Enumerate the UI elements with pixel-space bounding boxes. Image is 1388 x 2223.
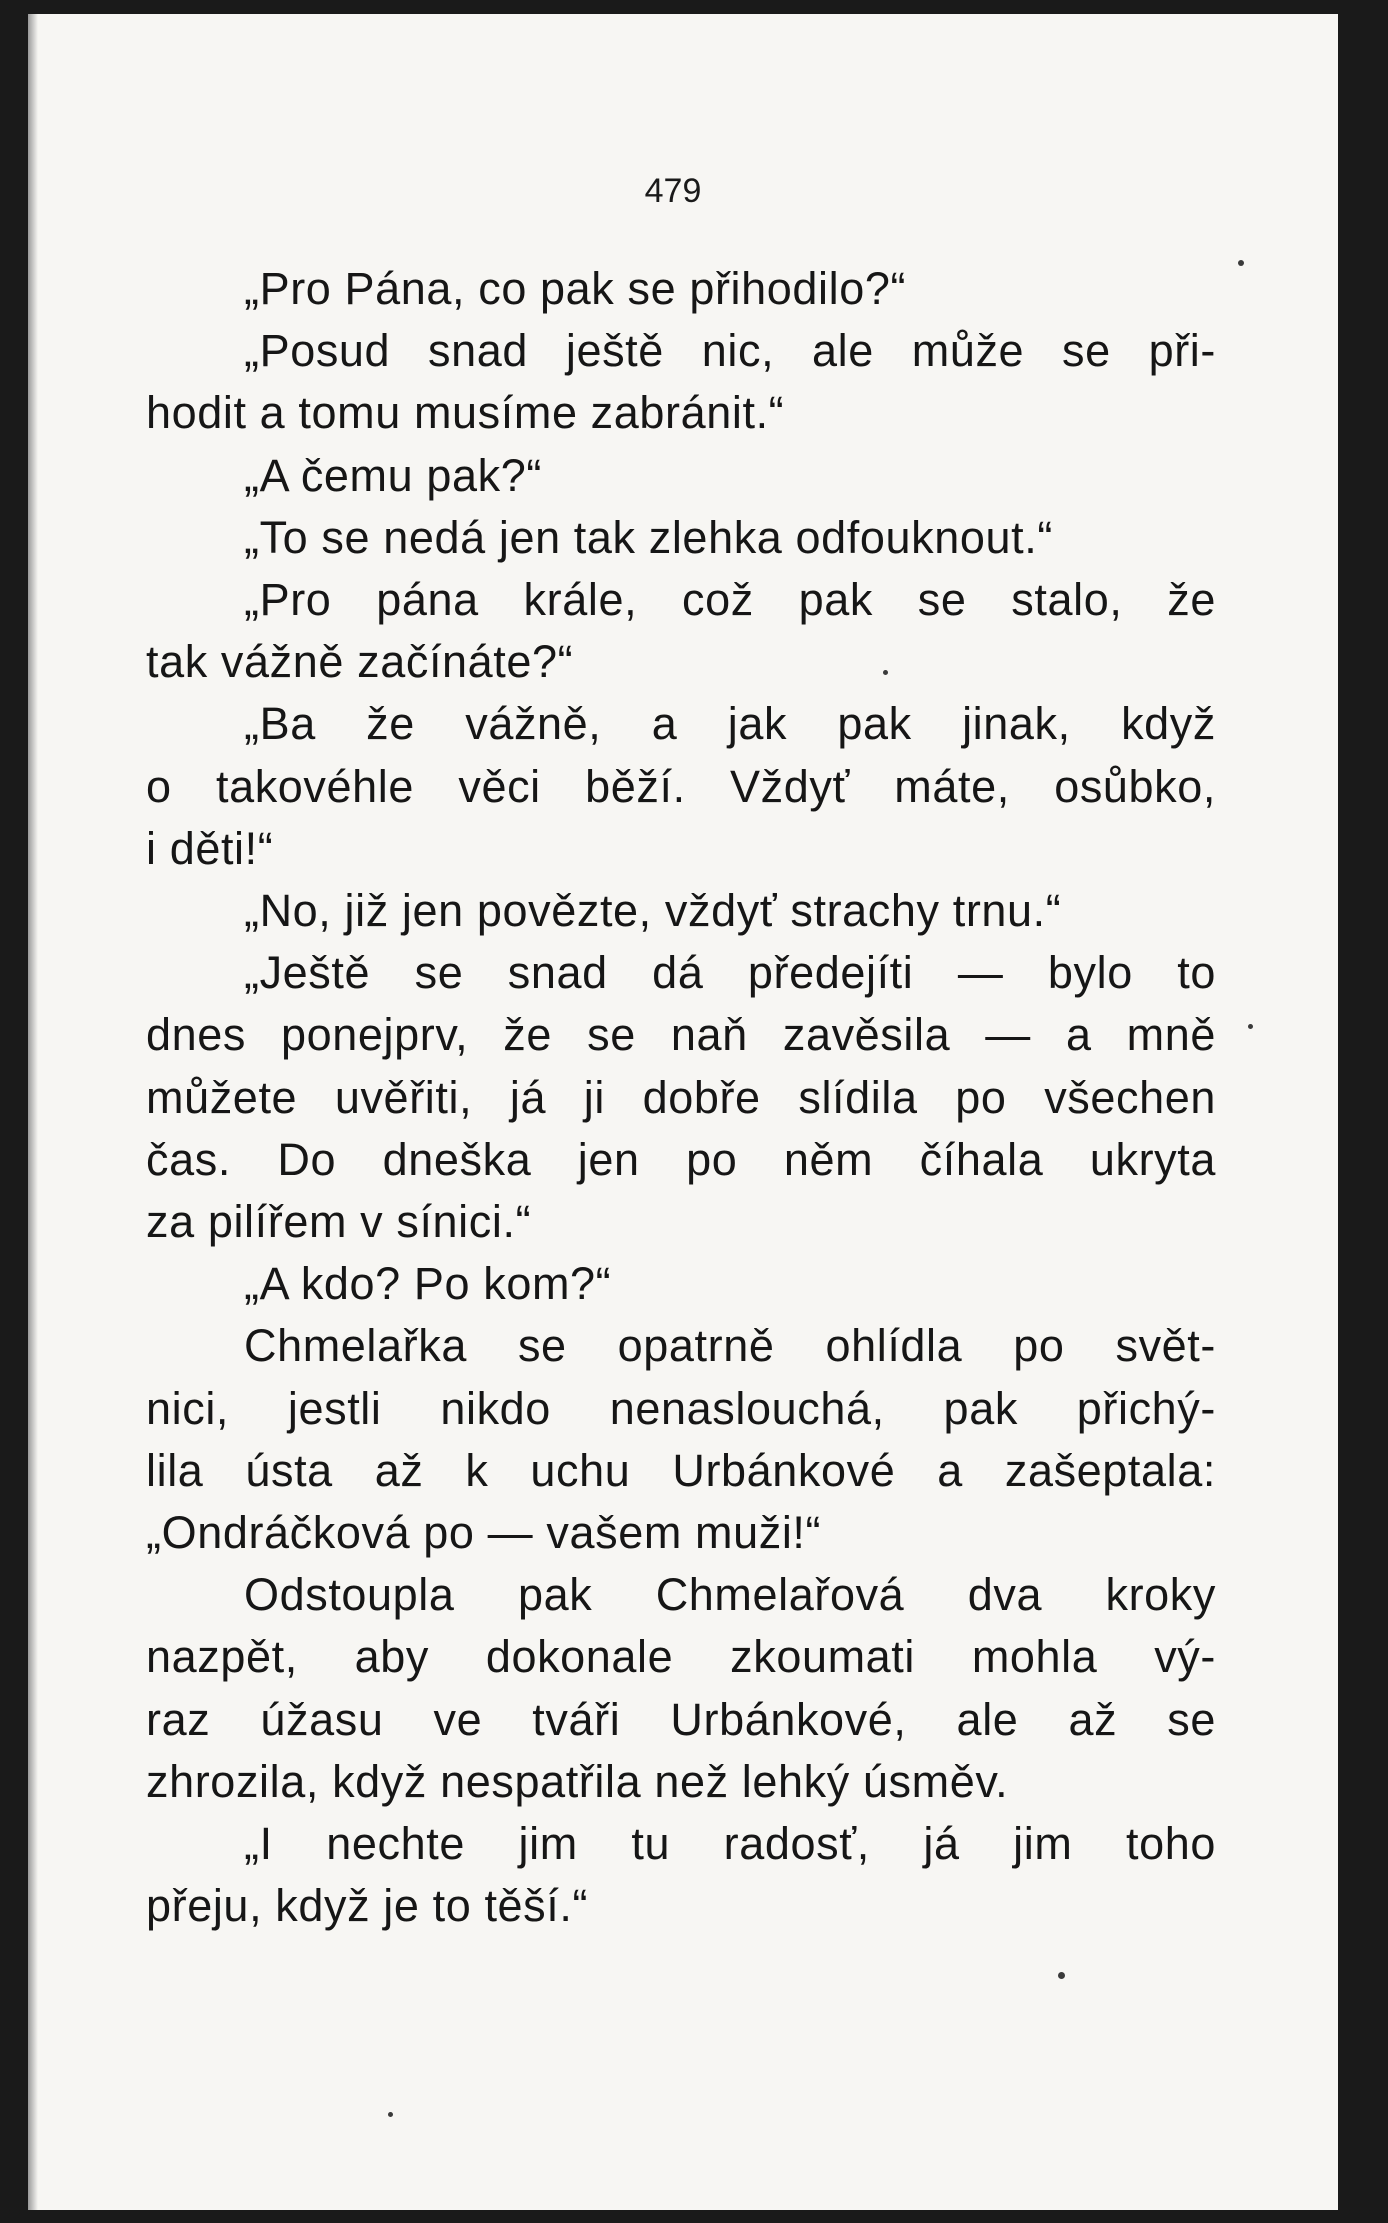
text-line: „Pro pána krále, což pak se stalo, že — [244, 574, 1216, 626]
text-line: „A čemu pak?“ — [244, 449, 542, 501]
text-line: „Ještě se snad dá předejíti — bylo to — [244, 947, 1216, 999]
text-line: „Ondráčková po — vašem muži!“ — [146, 1507, 822, 1559]
text-line: nazpět, aby dokonale zkoumati mohla vý- — [146, 1631, 1216, 1683]
paragraph — [146, 445, 1216, 507]
page-edge-shadow — [28, 14, 38, 2210]
paragraph — [146, 880, 1216, 942]
text-line: „To se nedá jen tak zlehka odfouknout.“ — [244, 511, 1053, 563]
text-line: „Pro Pána, co pak se přihodilo?“ — [244, 263, 907, 314]
text-line: lila ústa až k uchu Urbánkové a zašeptala: — [146, 1444, 1216, 1496]
text-line: za pilířem v sínici.“ — [146, 1196, 532, 1248]
text-line: dnes ponejprv, že se naň zavěsila — a mně — [146, 1009, 1216, 1061]
paragraph — [146, 1813, 1216, 1937]
paragraph — [146, 1564, 1216, 1813]
print-speck — [1058, 1972, 1065, 1979]
print-speck — [1238, 260, 1244, 266]
text-line: „Ba že vážně, a jak pak jinak, když — [244, 698, 1216, 750]
text-line: nici, jestli nikdo nenaslouchá, pak přichý- — [146, 1382, 1216, 1434]
text-line: „Posud snad ještě nic, ale může se při- — [244, 325, 1216, 377]
text-line: přeju, když je to těší.“ — [146, 1880, 589, 1932]
text-line: raz úžasu ve tváři Urbánkové, ale až se — [146, 1693, 1216, 1745]
text-line: můžete uvěřiti, já ji dobře slídila po všechen — [146, 1071, 1216, 1123]
book-page — [28, 14, 1338, 2210]
page-number: 479 — [644, 172, 702, 210]
text-line: „No, již jen povězte, vždyť strachy trnu.“ — [244, 885, 1062, 937]
paragraph — [146, 258, 1216, 320]
text-line: zhrozila, když nespatřila než lehký úsměv. — [146, 1755, 1009, 1807]
print-speck — [1248, 1024, 1253, 1029]
paragraph — [146, 569, 1216, 693]
text-line: čas. Do dneška jen po něm číhala ukryta — [146, 1133, 1216, 1185]
print-speck — [883, 670, 888, 675]
text-line: tak vážně začínáte?“ — [146, 636, 574, 688]
page-body-text — [146, 258, 1216, 1937]
paragraph — [146, 1315, 1216, 1564]
text-line: o takovéhle věci běží. Vždyť máte, osůbko, — [146, 760, 1216, 812]
print-speck — [388, 2112, 393, 2117]
paragraph — [146, 1253, 1216, 1315]
paragraph — [146, 693, 1216, 880]
text-line: Odstoupla pak Chmelařová dva kroky — [244, 1569, 1216, 1621]
text-line: hodit a tomu musíme zabránit.“ — [146, 387, 785, 439]
text-line: „A kdo? Po kom?“ — [244, 1258, 612, 1310]
paragraph — [146, 320, 1216, 444]
paragraph — [146, 942, 1216, 1253]
text-line: i děti!“ — [146, 822, 274, 874]
text-line: „I nechte jim tu radosť, já jim toho — [244, 1818, 1216, 1870]
text-line: Chmelařka se opatrně ohlídla po svět- — [244, 1320, 1216, 1372]
paragraph — [146, 507, 1216, 569]
